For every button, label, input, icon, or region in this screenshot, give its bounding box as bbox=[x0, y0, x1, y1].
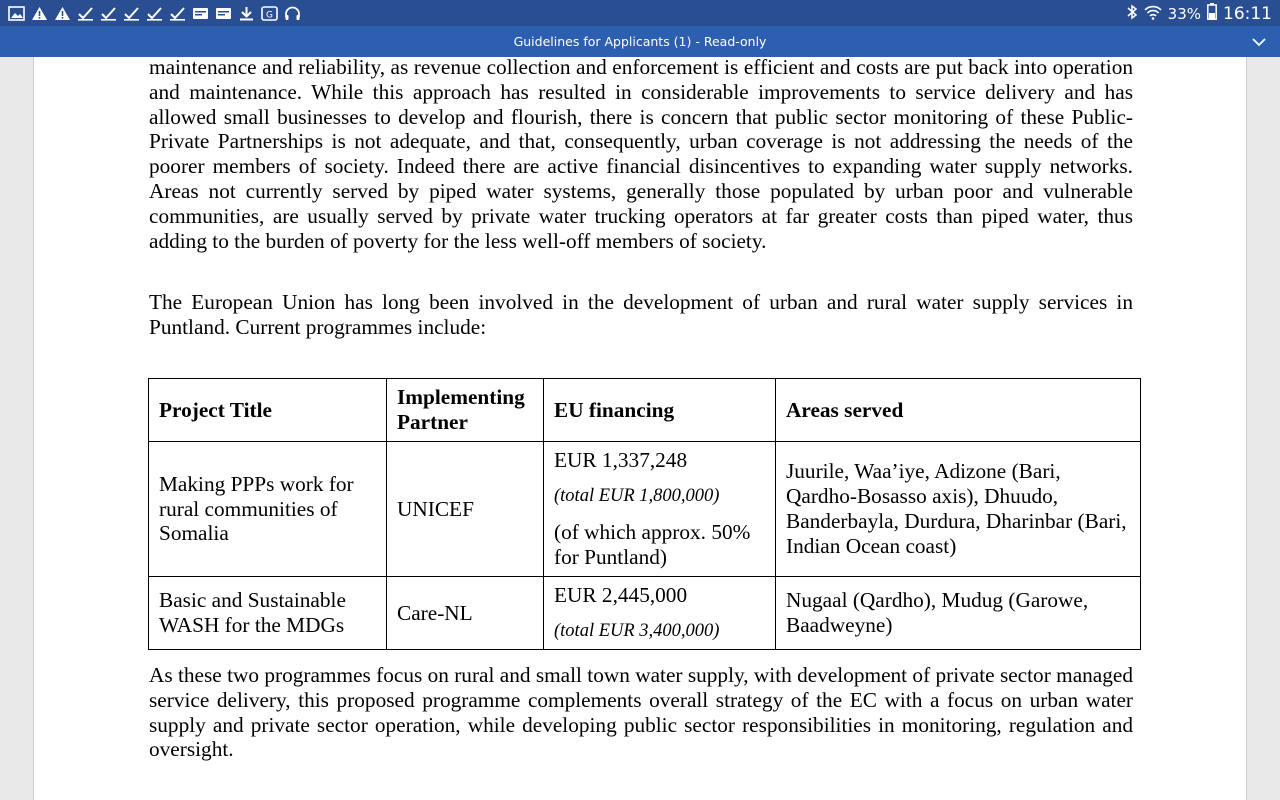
warning-icon bbox=[54, 5, 71, 22]
document-page[interactable] bbox=[33, 57, 1247, 800]
battery-icon bbox=[1207, 3, 1217, 24]
notification-icons bbox=[8, 3, 301, 23]
check-icon bbox=[123, 5, 140, 22]
warning-icon bbox=[31, 5, 48, 22]
cell-partner: Care-NL bbox=[387, 577, 544, 650]
header-implementing-partner: Implementing Partner bbox=[387, 379, 544, 442]
programmes-table bbox=[148, 378, 1141, 650]
cell-partner: UNICEF bbox=[387, 442, 544, 577]
cell-project-title: Basic and Sustainable WASH for the MDGs bbox=[149, 577, 387, 650]
cell-financing bbox=[544, 442, 776, 577]
cell-financing bbox=[544, 577, 776, 650]
financing-note: (of which approx. 50% for Puntland) bbox=[554, 520, 751, 569]
paragraph: As these two programmes focus on rural and small town water supply, with development of private sector managed service delivery, this proposed programme complements overall strategy of the EC with a focus on urban water supply and private sector operation, while developing public sector responsibilities in monitoring, regulation and oversight. bbox=[149, 663, 1133, 762]
message-icon bbox=[215, 5, 232, 22]
image-icon bbox=[8, 5, 25, 22]
download-icon bbox=[238, 5, 255, 22]
header-project-title: Project Title bbox=[149, 379, 387, 442]
svg-text:G: G bbox=[266, 10, 273, 20]
document-title: Guidelines for Applicants (1) - Read-only bbox=[513, 34, 767, 49]
table-header-row bbox=[149, 379, 1141, 442]
wifi-icon bbox=[1144, 4, 1162, 24]
check-icon bbox=[146, 5, 163, 22]
office-icon bbox=[261, 5, 278, 22]
header-eu-financing: EU financing bbox=[544, 379, 776, 442]
check-icon bbox=[77, 5, 94, 22]
paragraph: maintenance and reliability, as revenue collection and enforcement is efficient and costs are put back into operation and maintenance. While this approach has resulted in considerable improvements to service delivery and has allowed small businesses to develop and flourish, there is concern that public sector monitoring of these Public-Private Partnerships is not adequate, and that, consequently, urban coverage is not addressing the needs of the poorer members of society. Indeed there are active financial disincentives to expanding water supply networks. Areas not currently served by piped water systems, generally those populated by urban poor and vulnerable communities, are usually served by private water trucking operators at far greater costs than piped water, thus adding to the burden of poverty for the less well-off members of society. bbox=[149, 55, 1133, 253]
bluetooth-icon bbox=[1126, 4, 1138, 24]
headset-icon bbox=[284, 5, 301, 22]
message-icon bbox=[192, 5, 209, 22]
header-areas-served: Areas served bbox=[776, 379, 1141, 442]
cell-areas: Nugaal (Qardho), Mudug (Garowe, Baadweyne) bbox=[776, 577, 1141, 650]
paragraph: The European Union has long been involved in the development of urban and rural water supply services in Puntland. Current programmes include: bbox=[149, 290, 1133, 339]
financing-amount: EUR 2,445,000 bbox=[554, 582, 688, 607]
financing-total: (total EUR 1,800,000) bbox=[554, 486, 720, 507]
table-row bbox=[149, 577, 1141, 650]
title-bar[interactable] bbox=[0, 26, 1280, 57]
cell-project-title: Making PPPs work for rural communities of Somalia bbox=[149, 442, 387, 577]
check-icon bbox=[169, 5, 186, 22]
clock: 16:11 bbox=[1223, 3, 1272, 24]
financing-amount: EUR 1,337,248 bbox=[554, 448, 688, 473]
financing-total: (total EUR 3,400,000) bbox=[554, 620, 720, 641]
table-row bbox=[149, 442, 1141, 577]
cell-areas: Juurile, Waa’iye, Adizone (Bari, Qardho-Bosasso axis), Dhuudo, Banderbayla, Durdura, Dharinbar (Bari, Indian Ocean coast) bbox=[776, 442, 1141, 577]
status-bar bbox=[0, 0, 1280, 26]
check-icon bbox=[100, 5, 117, 22]
chevron-down-icon[interactable] bbox=[1252, 26, 1266, 57]
battery-level: 33% bbox=[1167, 4, 1201, 23]
status-right bbox=[1126, 3, 1272, 24]
